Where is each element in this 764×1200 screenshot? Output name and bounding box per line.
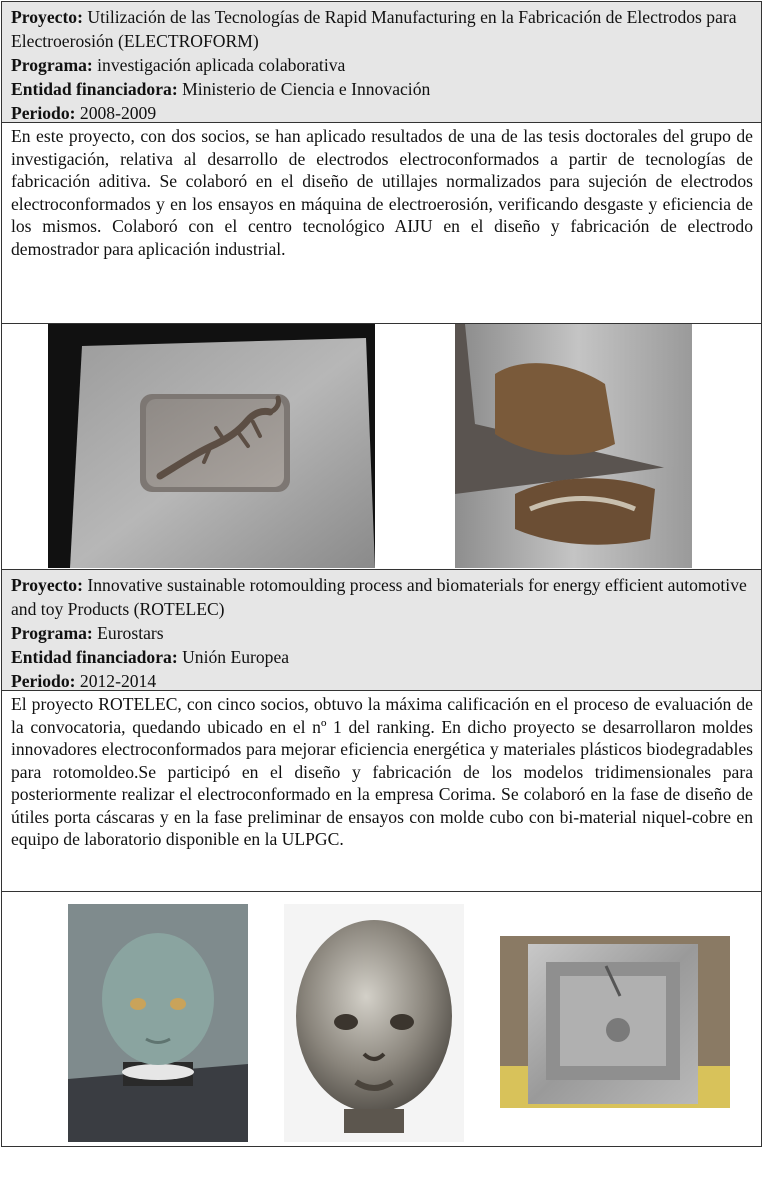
- project1-periodo-value: 2008-2009: [79, 103, 157, 123]
- doll-head-scan-photo: [68, 904, 248, 1142]
- project1-programa-line: [11, 53, 753, 77]
- project2-programa-value: Eurostars: [97, 623, 164, 643]
- project2-title-line: [11, 573, 753, 621]
- mold-cavity-photo: [455, 324, 692, 568]
- project2-programa-label: Programa:: [11, 623, 93, 643]
- project1-entidad-label: Entidad financiadora:: [11, 79, 178, 99]
- project1-programa-value: investigación aplicada colaborativa: [97, 55, 346, 75]
- project2-header: [2, 570, 761, 691]
- project1-periodo-line: [11, 101, 753, 125]
- project2-proyecto-label: Proyecto:: [11, 575, 83, 595]
- lizard-electrode-photo: [48, 324, 375, 568]
- project1-images: [2, 324, 761, 570]
- project2-images: [2, 892, 761, 1146]
- project1-proyecto-value: Utilización de las Tecnologías de Rapid Manufacturing en la Fabricación de Electrodos para Electroerosión (ELECTROFORM): [11, 7, 737, 51]
- project2-proyecto-value: Innovative sustainable rotomoulding process and biomaterials for energy efficient automotive and toy Products (ROTELEC): [11, 575, 747, 619]
- projects-table: [1, 1, 762, 1147]
- project2-description: El proyecto ROTELEC, con cinco socios, obtuvo la máxima calificación en el proceso de evaluación de la convocatoria, quedando ubicado en el nº 1 del ranking. En dicho proyecto se desarrollaron moldes innovadores electroconformados para mejorar eficiencia energética y materiales plásticos biodegradables para rotomoldeo.Se participó en el diseño y fabricación de los modelos tridimensionales para posteriormente realizar el electroconformado en la empresa Corima. Se colaboró en la fase de diseño de útiles porta cáscaras y en la fase preliminar de ensayos con molde cubo con bi-material niquel-cobre en equipo de laboratorio disponible en la ULPGC.: [11, 694, 753, 849]
- project2-description-cell: [2, 691, 761, 892]
- project2-entidad-value: Unión Europea: [182, 647, 290, 667]
- cube-mold-photo: [500, 936, 730, 1108]
- project1-description-cell: [2, 123, 761, 324]
- project2-periodo-value: 2012-2014: [79, 671, 157, 691]
- project2-programa-line: [11, 621, 753, 645]
- project1-periodo-label: Periodo:: [11, 103, 76, 123]
- project2-entidad-label: Entidad financiadora:: [11, 647, 178, 667]
- project1-programa-label: Programa:: [11, 55, 93, 75]
- project1-description: En este proyecto, con dos socios, se han aplicado resultados de una de las tesis doctorales del grupo de investigación, relativa al desarrollo de electrodos electroconformados a partir de tecnologías de fabricación aditiva. Se colaboró en el diseño de utillajes normalizados para sujeción de electrodos electroconformados y en los ensayos en máquina de electroerosión, verificando desgaste y eficiencia de los mismos. Colaboró con el centro tecnológico AIJU en el diseño y fabricación de electrodo demostrador para aplicación industrial.: [11, 126, 753, 259]
- project1-header: [2, 2, 761, 123]
- project1-proyecto-label: Proyecto:: [11, 7, 83, 27]
- metal-doll-head-photo: [284, 904, 464, 1142]
- project1-entidad-value: Ministerio de Ciencia e Innovación: [182, 79, 431, 99]
- project1-title-line: [11, 5, 753, 53]
- project1-entidad-line: [11, 77, 753, 101]
- project2-entidad-line: [11, 645, 753, 669]
- project2-periodo-line: [11, 669, 753, 693]
- project2-periodo-label: Periodo:: [11, 671, 76, 691]
